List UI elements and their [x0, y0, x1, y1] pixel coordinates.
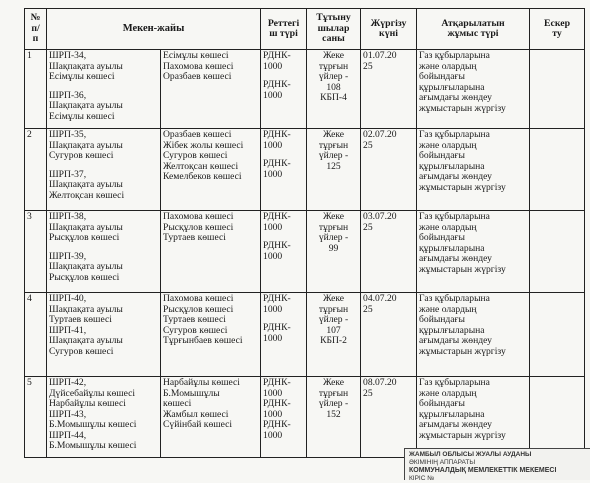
table-row: [25, 293, 585, 377]
place-entry: ШРП-35, Шақпақата ауылы Сугуров көшесі: [49, 129, 123, 161]
note-cell: [530, 211, 585, 293]
stamp-line-4: КІРІС №: [409, 475, 435, 482]
date-cell: 02.07.20 25: [361, 129, 417, 211]
row-number: 5: [25, 377, 47, 458]
work-cell: Газ құбырларына және олардың бойындағы құрылғыларына ағымдағы жөндеу жұмыстарын жүргізу: [417, 129, 530, 211]
regulator-entry: РДНК- 1000: [263, 293, 291, 315]
header-consumers: Тұтыну шылар саны: [307, 9, 361, 50]
table-row: [25, 129, 585, 211]
regulator-cell: [261, 377, 307, 458]
consumers-cell: Жеке тұрғын үйлер - 99: [307, 211, 361, 293]
date-cell: 08.07.20 25: [361, 377, 417, 458]
stamp-line-1: ЖАМБЫЛ ОБЛЫСЫ ЖУАЛЫ АУДАНЫ: [409, 451, 532, 458]
work-cell: Газ құбырларына және олардың бойындағы құрылғыларына ағымдағы жөндеу жұмыстарын жүргізу: [417, 377, 530, 458]
date-cell: 03.07.20 25: [361, 211, 417, 293]
consumers-cell: Жеке тұрғын үйлер - 107 КБП-2: [307, 293, 361, 377]
date-cell: 01.07.20 25: [361, 50, 417, 129]
regulator-entry: РДНК- 1000: [263, 240, 291, 262]
consumers-cell: Жеке тұрғын үйлер - 125: [307, 129, 361, 211]
regulator-entry: РДНК- 1000 РДНК- 1000 РДНК- 1000: [263, 377, 291, 441]
place-cell: [47, 211, 161, 293]
work-cell: Газ құбырларына және олардың бойындағы құрылғыларына ағымдағы жөндеу жұмыстарын жүргізу: [417, 50, 530, 129]
streets-cell: Оразбаев көшесі Жібек жолы көшесі Сугуров көшесі Желтоқсан көшесі Кемелбеков көшесі: [161, 129, 261, 211]
regulator-entry: РДНК- 1000: [263, 158, 291, 180]
note-cell: [530, 129, 585, 211]
header-row: [25, 9, 585, 50]
place-entry: ШРП-42, Дүйсебайұлы көшесі Нарбайұлы көшесі ШРП-43, Б.Момышұлы көшесі ШРП-44, Б.Момышұлы көшесі: [49, 377, 137, 451]
stamp-line-2: ӘКІМІНІҢ АППАРАТЫ: [409, 459, 476, 466]
work-cell: Газ құбырларына және олардың бойындағы құрылғыларына ағымдағы жөндеу жұмыстарын жүргізу: [417, 211, 530, 293]
registration-stamp: [404, 448, 590, 480]
place-entry: ШРП-34, Шақпақата ауылы Есімұлы көшесі: [49, 50, 123, 82]
place-entry: ШРП-40, Шақпақата ауылы Туртаев көшесі ШРП-41, Шақпақата ауылы Сугуров көшесі: [49, 293, 123, 357]
note-cell: [530, 50, 585, 129]
table-row: [25, 377, 585, 458]
place-entry: ШРП-39, Шақпақата ауылы Рысқұлов көшесі: [49, 250, 123, 283]
header-num: № п/ п: [25, 9, 47, 50]
header-address: Мекен-жайы: [47, 9, 261, 50]
table-row: [25, 50, 585, 129]
consumers-cell: Жеке тұрғын үйлер - 152: [307, 377, 361, 458]
place-entry: ШРП-36, Шақпақата ауылы Есімұлы көшесі: [49, 89, 123, 122]
place-cell: [47, 129, 161, 211]
regulator-cell: [261, 129, 307, 211]
place-cell: [47, 377, 161, 458]
regulator-entry: РДНК- 1000: [263, 50, 291, 72]
regulator-cell: [261, 293, 307, 377]
row-number: 1: [25, 50, 47, 129]
table-row: [25, 211, 585, 293]
header-note: Ескер ту: [530, 9, 585, 50]
regulator-entry: РДНК- 1000: [263, 79, 291, 101]
row-number: 2: [25, 129, 47, 211]
note-cell: [530, 293, 585, 377]
regulator-entry: РДНК- 1000: [263, 129, 291, 151]
maintenance-schedule-table: [24, 8, 585, 458]
streets-cell: Пахомова көшесі Рысқұлов көшесі Туртаев көшесі Сугуров көшесі Тұрғынбаев көшесі: [161, 293, 261, 377]
work-cell: Газ құбырларына және олардың бойындағы құрылғыларына ағымдағы жөндеу жұмыстарын жүргізу: [417, 293, 530, 377]
regulator-entry: РДНК- 1000: [263, 211, 291, 233]
regulator-cell: [261, 211, 307, 293]
place-entry: ШРП-37, Шақпақата ауылы Желтоқсан көшесі: [49, 168, 125, 201]
regulator-cell: [261, 50, 307, 129]
date-cell: 04.07.20 25: [361, 293, 417, 377]
streets-cell: Нарбайұлы көшесі Б.Момышұлы көшесі Жамбыл көшесі Сүйінбай көшесі: [161, 377, 261, 458]
header-regulator: Реттегі ш түрі: [261, 9, 307, 50]
row-number: 4: [25, 293, 47, 377]
streets-cell: Пахомова көшесі Рысқұлов көшесі Туртаев көшесі: [161, 211, 261, 293]
consumers-cell: Жеке тұрғын үйлер - 108 КБП-4: [307, 50, 361, 129]
note-cell: [530, 377, 585, 458]
row-number: 3: [25, 211, 47, 293]
header-date: Жүргізу күні: [361, 9, 417, 50]
streets-cell: Есімұлы көшесі Пахомова көшесі Оразбаев көшесі: [161, 50, 261, 129]
stamp-line-3: КОММУНАЛДЫҚ МЕМЛЕКЕТТІК МЕКЕМЕСІ: [409, 467, 557, 474]
place-cell: [47, 293, 161, 377]
regulator-entry: РДНК- 1000: [263, 322, 291, 344]
header-work: Атқарылатын жұмыс түрі: [417, 9, 530, 50]
place-entry: ШРП-38, Шақпақата ауылы Рысқұлов көшесі: [49, 211, 123, 243]
place-cell: [47, 50, 161, 129]
